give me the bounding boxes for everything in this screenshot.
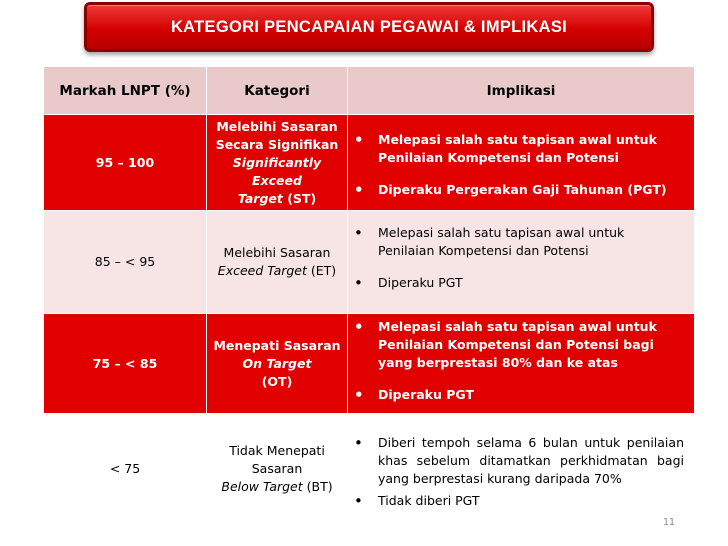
kategori-malay: Menepati Sasaran [213,337,341,353]
bullet-icon: • [354,274,363,292]
kategori-english-2: Target [237,190,283,206]
implikasi-item: • Diberi tempoh selama 6 bulan untuk penilaian khas sebelum ditamatkan perkhidmatan bagi yang berprestasi kurang daripada 70% [354,434,684,486]
kategori-cell [207,314,348,414]
kategori-code: (ET) [310,263,337,278]
implikasi-cell [348,115,695,211]
table-row [44,414,695,524]
category-table [43,66,695,524]
header-markah: Markah LNPT (%) [44,67,207,115]
table-row [44,211,695,314]
kategori-malay-2: Sasaran [251,460,303,476]
title-banner [84,2,654,52]
bullet-icon: • [354,492,363,510]
kategori-english: Exceed Target [217,263,307,278]
implikasi-item: • Diperaku PGT [354,274,463,292]
kategori-cell [207,414,348,524]
kategori-english: On Target [242,355,312,371]
kategori-malay: Tidak Menepati [229,442,325,458]
kategori-malay: Melebihi Sasaran [223,245,331,260]
page-title: KATEGORI PENCAPAIAN PEGAWAI & IMPLIKASI [170,17,568,36]
kategori-code: (OT) [261,373,293,389]
markah-cell: 95 – 100 [44,115,207,211]
kategori-english: Below Target [221,478,303,494]
kategori-malay: Melebihi Sasaran [216,118,338,134]
markah-cell: 85 – < 95 [44,211,207,314]
kategori-code: (ST) [287,190,317,206]
kategori-cell [207,115,348,211]
kategori-code: (BT) [306,478,333,494]
table-row [44,115,695,211]
header-kategori: Kategori [207,67,348,115]
kategori-malay-2: Secara Signifikan [215,136,339,152]
implikasi-item: • Melepasi salah satu tapisan awal untuk Penilaian Kompetensi dan Potensi bagi yang berprestasi 80% dan ke atas [354,318,657,370]
header-implikasi: Implikasi [348,67,695,115]
kategori-english: Significantly Exceed [232,154,322,188]
implikasi-item: • Tidak diberi PGT [354,492,480,510]
implikasi-item: • Melepasi salah satu tapisan awal untuk Penilaian Kompetensi dan Potensi [354,224,625,258]
table-row [44,314,695,414]
table-header-row [44,67,695,115]
implikasi-item: • Diperaku PGT [354,386,474,404]
bullet-icon: • [354,224,363,242]
implikasi-cell [348,414,695,524]
page-number: 11 [663,517,676,528]
bullet-icon: • [354,181,364,199]
bullet-icon: • [354,434,363,452]
bullet-icon: • [354,386,364,404]
implikasi-cell [348,314,695,414]
bullet-icon: • [354,318,364,336]
implikasi-cell [348,211,695,314]
bullet-icon: • [354,131,364,149]
implikasi-item: • Diperaku Pergerakan Gaji Tahunan (PGT) [354,181,667,199]
kategori-cell [207,211,348,314]
markah-cell: 75 – < 85 [44,314,207,414]
implikasi-item: • Melepasi salah satu tapisan awal untuk Penilaian Kompetensi dan Potensi [354,131,657,165]
markah-cell: < 75 [44,414,207,524]
